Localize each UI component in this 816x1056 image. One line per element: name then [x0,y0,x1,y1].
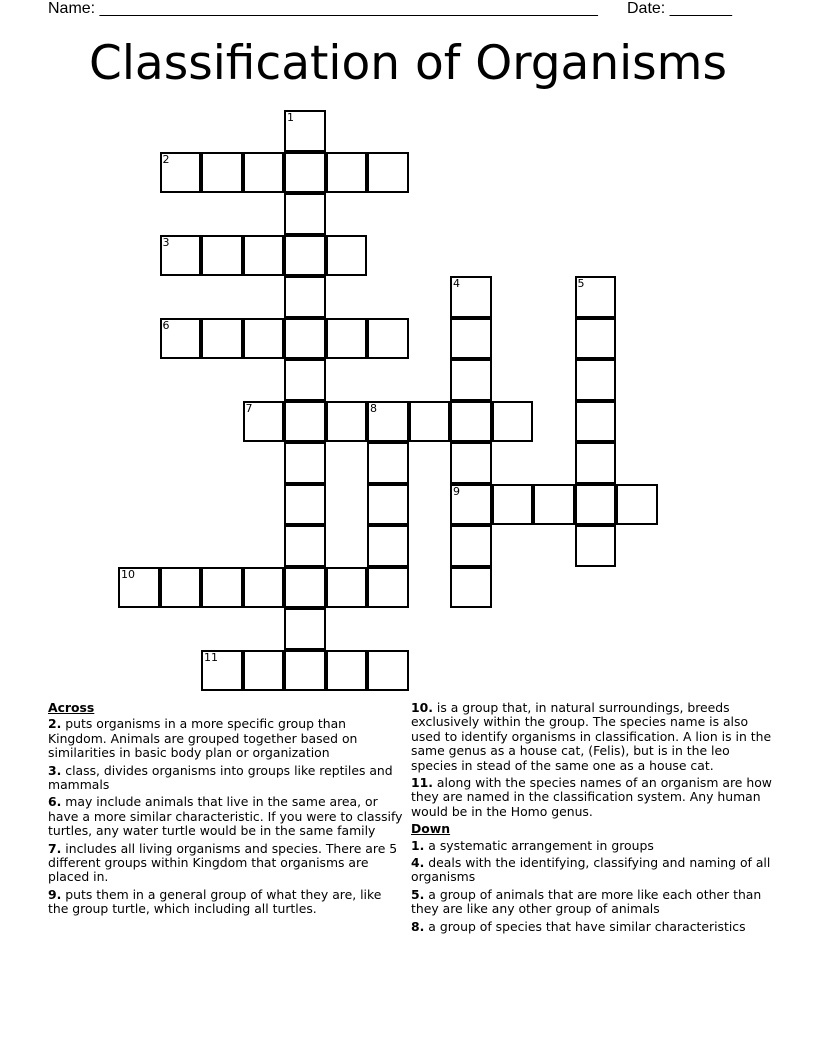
clue-number: 4. [411,855,425,871]
grid-cell[interactable] [243,650,285,692]
grid-cell[interactable] [243,318,285,360]
grid-cell[interactable] [450,567,492,609]
grid-cell[interactable] [118,567,160,609]
grid-cell[interactable] [284,152,326,194]
clue-across-6 [48,795,404,838]
grid-cell[interactable] [575,318,617,360]
grid-cell[interactable] [367,525,409,567]
grid-cell[interactable] [326,152,368,194]
clue-down-1 [411,839,775,853]
grid-cell[interactable] [367,650,409,692]
grid-cell[interactable] [284,110,326,152]
clue-text: puts them in a general group of what they are, like the group turtle, which including all turtles. [48,886,382,917]
clue-across-9 [48,888,404,917]
clue-text: deals with the identifying, classifying and naming of all organisms [411,855,771,885]
grid-cell[interactable] [243,235,285,277]
grid-cell[interactable] [326,318,368,360]
grid-cell[interactable] [575,276,617,318]
date-field-label: Date: _______ [627,0,732,17]
grid-cell[interactable] [326,401,368,443]
grid-cell[interactable] [367,484,409,526]
grid-cell[interactable] [284,608,326,650]
grid-cell[interactable] [160,567,202,609]
clue-text: a group of animals that are more like each other than they are like any other group of animals [411,886,762,917]
clue-number: 2. [48,716,62,732]
grid-cell[interactable] [575,484,617,526]
grid-cell[interactable] [575,359,617,401]
grid-cell[interactable] [160,235,202,277]
grid-cell[interactable] [533,484,575,526]
grid-cell[interactable] [243,401,285,443]
clue-text: class, divides organisms into groups like reptiles and mammals [48,762,393,793]
grid-cell[interactable] [492,484,534,526]
grid-cell[interactable] [450,318,492,360]
grid-cell[interactable] [450,484,492,526]
grid-cell[interactable] [326,235,368,277]
clue-across-3 [48,764,404,793]
clue-text: a group of species that have similar characteristics [428,918,746,934]
grid-cell[interactable] [367,567,409,609]
grid-cell[interactable] [284,650,326,692]
grid-cell[interactable] [284,359,326,401]
grid-cell[interactable] [284,401,326,443]
grid-cell[interactable] [575,525,617,567]
clue-down-4 [411,856,775,885]
clue-number: 6. [48,794,62,810]
clue-down-5 [411,888,775,917]
grid-cell[interactable] [575,442,617,484]
cell-number: 3 [162,235,170,249]
clue-number: 9. [48,886,62,902]
cell-number: 4 [453,277,460,290]
grid-cell[interactable] [284,567,326,609]
clue-number: 5. [411,886,425,902]
grid-cell[interactable] [450,525,492,567]
grid-cell[interactable] [160,318,202,360]
cell-number: 7 [245,401,253,415]
clues-left-column [48,701,404,920]
grid-cell[interactable] [367,401,409,443]
grid-cell[interactable] [326,567,368,609]
page-title: Classification of Organisms [89,36,727,91]
grid-cell[interactable] [367,442,409,484]
grid-cell[interactable] [201,650,243,692]
grid-cell[interactable] [450,359,492,401]
cell-number: 8 [370,401,377,415]
clues-right-column [411,701,775,937]
grid-cell[interactable] [201,567,243,609]
across-heading: Across [48,700,95,715]
cell-number: 5 [577,277,585,290]
clue-number: 3. [48,762,62,778]
cell-number: 2 [162,152,170,166]
clue-text: puts organisms in a more specific group than Kingdom. Animals are grouped together based on similarities in basic body plan or organization [48,716,358,761]
grid-cell[interactable] [201,235,243,277]
grid-cell[interactable] [284,235,326,277]
clue-number: 1. [411,837,425,853]
clue-number: 11. [411,775,433,791]
clue-text: may include animals that live in the same area, or have a more similar characteristic. If you were to classify turtles, any water turtle would be in the same family [48,794,403,839]
name-field-label: Name: ________________________________________________________ [48,0,598,17]
clue-across-11 [411,776,775,819]
clue-text: a systematic arrangement in groups [428,837,654,853]
grid-cell[interactable] [326,650,368,692]
grid-cell[interactable] [243,567,285,609]
grid-cell[interactable] [450,401,492,443]
clue-number: 7. [48,840,62,856]
cell-number: 6 [162,318,170,332]
clue-number: 10. [411,700,433,715]
cell-number: 11 [204,650,218,664]
grid-cell[interactable] [367,318,409,360]
down-heading: Down [411,821,451,837]
grid-cell[interactable] [201,152,243,194]
grid-cell[interactable] [367,152,409,194]
grid-cell[interactable] [616,484,658,526]
grid-cell[interactable] [243,152,285,194]
clue-down-8 [411,920,775,934]
clue-across-7 [48,842,404,885]
grid-cell[interactable] [450,276,492,318]
clue-text: along with the species names of an organism are how they are named in the classification system. Any human would be in the Homo genus. [411,775,772,819]
grid-cell[interactable] [575,401,617,443]
grid-cell[interactable] [450,442,492,484]
grid-cell[interactable] [492,401,534,443]
cell-number: 9 [453,484,460,498]
clue-text: includes all living organisms and species. There are 5 different groups within Kingdom that organisms are placed in. [48,840,398,885]
grid-cell[interactable] [284,484,326,526]
clue-across-2 [48,717,404,760]
grid-cell[interactable] [160,152,202,194]
cell-number: 1 [287,111,294,124]
clue-number: 8. [411,918,425,934]
grid-cell[interactable] [284,276,326,318]
cell-number: 10 [121,567,135,581]
grid-cell[interactable] [201,318,243,360]
grid-cell[interactable] [284,442,326,484]
grid-cell[interactable] [284,525,326,567]
grid-cell[interactable] [409,401,451,443]
grid-cell[interactable] [284,193,326,235]
grid-cell[interactable] [284,318,326,360]
clue-text: is a group that, in natural surroundings, breeds exclusively within the group. The species name is also used to identify organisms in classification. A lion is in the same genus as a house cat, (Felis), but is in the leo species in stead of the same one as a house cat. [411,700,772,773]
clue-across-10 [411,701,775,773]
